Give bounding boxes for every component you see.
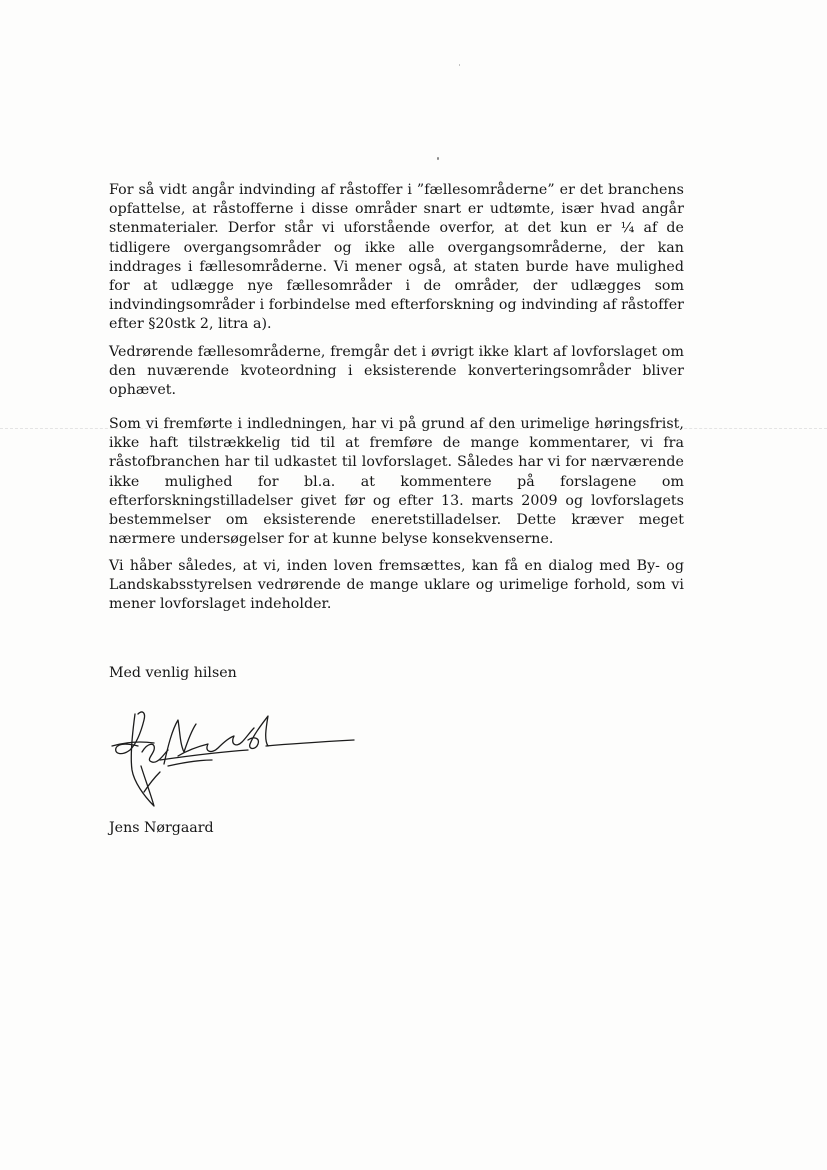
- handwritten-signature: [108, 706, 362, 812]
- paragraph-text: For så vidt angår indvinding af råstoffer i ”fællesområderne” er det branchens opfattelse, at råstofferne i disse områder snart er udtømte, især hvad angår stenmaterialer. Derfor står vi uforstående overfor, at det kun er ¼ af de tidligere overgangsområder og ikke alle overgangsområderne, der kan inddrages i fællesområderne. Vi mener også, at staten burde have mulighed for at udlægge nye fællesområder i de områder, der udlægges som indvindingsområder i forbindelse med efterforskning og indvinding af råstoffer efter §20stk 2, litra a).: [109, 182, 684, 333]
- paragraph-raw-materials: [109, 181, 684, 335]
- paragraph-text: Som vi fremførte i indledningen, har vi på grund af den urimelige høringsfrist, ikke haft tilstrækkelig tid til at fremføre de mange kommentarer, vi fra råstofbranchen har til udkastet til lovforslaget. Således har vi for nærværende ikke mulighed for bl.a. at kommentere på forslagene om efterforskningstilladelser givet før og efter 13. marts 2009 og lovforslagets bestemmelser om eksisterende eneretstilladelser. Dette kræver meget nærmere undersøgelser for at kunne belyse konsekvenserne.: [109, 416, 684, 548]
- paragraph-common-areas: [109, 343, 684, 401]
- paragraph-text: Vedrørende fællesområderne, fremgår det i øvrigt ikke klart af lovforslaget om den nuværende kvoteordning i eksisterende konverteringsområder bliver ophævet.: [109, 344, 684, 399]
- paragraph-dialog-request: [109, 557, 684, 615]
- paragraph-text: Vi håber således, at vi, inden loven fremsættes, kan få en dialog med By- og Landskabsstyrelsen vedrørende de mange uklare og urimelige forhold, som vi mener lovforslaget indeholder.: [109, 558, 684, 613]
- signer-name: Jens Nørgaard: [109, 820, 214, 836]
- closing-greeting: Med venlig hilsen: [109, 665, 237, 681]
- paragraph-hearing-deadline: [109, 415, 684, 549]
- scan-speck: [437, 157, 439, 160]
- scan-speck: [459, 64, 460, 66]
